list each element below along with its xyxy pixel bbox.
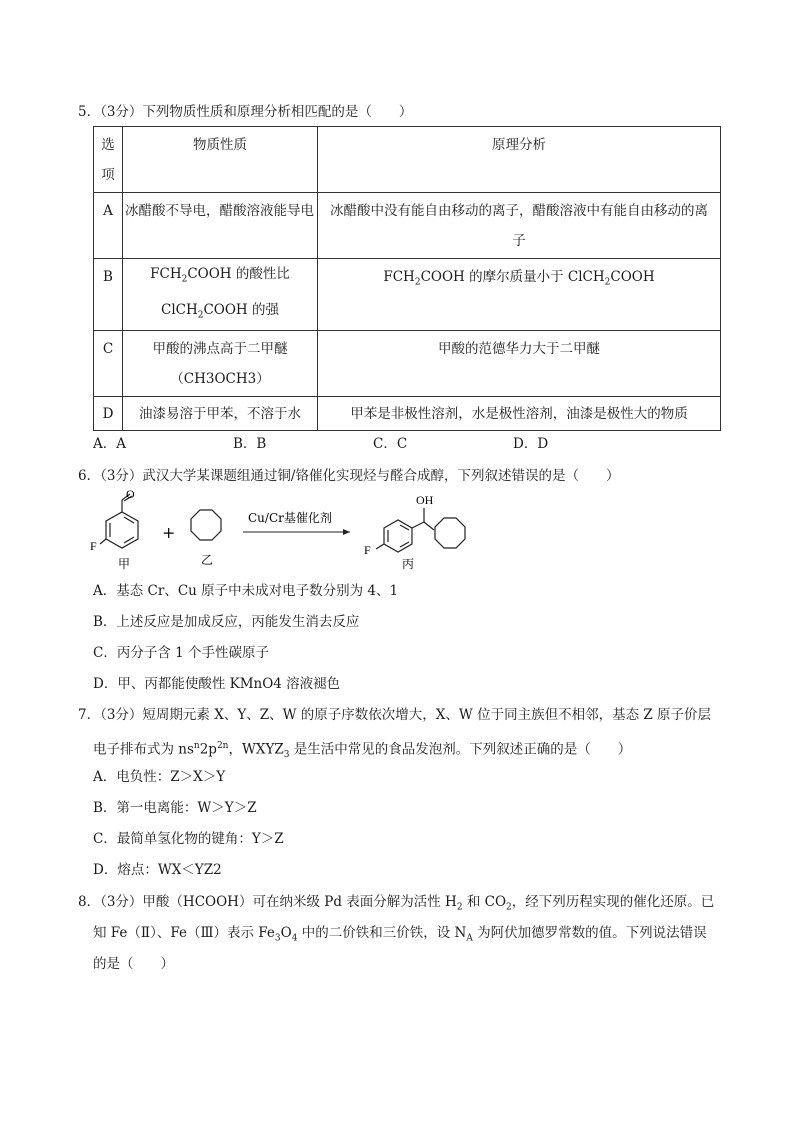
q7-option-c[interactable]: C．最简单氢化物的键角：Y＞Z [93,831,284,847]
catalyst-label: Cu/Cr基催化剂 [248,511,332,525]
reaction-scheme [88,488,508,574]
plus-sign: + [162,523,176,542]
q5-stem: 5．（3分）下列物质性质和原理分析相匹配的是（ ） [78,104,413,120]
q7-option-b[interactable]: B．第一电离能：W＞Y＞Z [93,800,257,816]
table-header-row [94,127,721,193]
q5-choices [93,435,653,453]
q7-stem-line1: 7．（3分）短周期元素 X、Y、Z、W 的原子序数依次增大，X、W 位于同主族但不相邻，基态 Z 原子价层 [78,707,712,723]
label-bing: 丙 [402,557,415,571]
cyclooctane-ring [191,510,221,540]
choice-b[interactable]: B．B [233,436,267,452]
oxygen-label: O [126,488,135,501]
label-jia: 甲 [118,557,131,571]
q6-option-a[interactable]: A．基态 Cr、Cu 原子中未成对电子数分别为 4、1 [93,583,399,599]
q8-stem-line1: 8．（3分）甲酸（HCOOH）可在纳米级 Pd 表面分解为活性 $H_2$ 和 $CO_2$，经下列历程实现的催化还原。已 [78,894,715,913]
table-row: C 甲酸的沸点高于二甲醚 （CH3OCH3） 甲酸的范德华力大于二甲醚 [94,331,721,397]
table-row: A 冰醋酸不导电，醋酸溶液能导电 冰醋酸中没有能自由移动的离子，醋酸溶液中有能自由移动的离 子 [94,193,721,259]
hydroxyl-label: OH [416,493,434,507]
table-row: B $FCH_2COOH$ 的酸性比 ClCH$_2$COOH 的强 $FCH_2COOH$ 的摩尔质量小于 ClCH$_2$COOH [94,259,721,331]
header-property: 物质性质 [123,127,318,193]
label-yi: 乙 [201,553,214,567]
fluorine-label-product: F [364,543,371,557]
arrow-head [343,529,350,535]
q6-stem: 6．（3分）武汉大学某课题组通过铜/铬催化实现烃与醛合成醇，下列叙述错误的是（ ） [78,468,620,484]
header-analysis: 原理分析 [318,127,721,193]
q6-option-b[interactable]: B．上述反应是加成反应，丙能发生消去反应 [93,614,360,630]
q7-stem-line2: 电子排布式为 $ns^n2p^{2n}$，$WXYZ_3$ 是生活中常见的食品发泡剂。下列叙述正确的是（ ） [93,741,632,761]
cyclooctane-ring-product [435,518,465,548]
table-row: D 油漆易溶于甲苯，不溶于水 甲苯是非极性溶剂，水是极性溶剂，油漆是极性大的物质 [94,397,721,431]
q7-option-d[interactable]: D．熔点：WX＜YZ2 [93,862,222,878]
benzene-ring-bing [376,508,434,552]
q7-option-a[interactable]: A．电负性：Z＞X＞Y [93,769,226,785]
header-option: 选 项 [94,127,123,193]
q6-option-d[interactable]: D．甲、丙都能使酸性 KMnO4 溶液褪色 [93,676,341,692]
q8-stem-line3: 的是（ ） [93,956,174,972]
q8-stem-line2: 知 Fe（Ⅱ）、Fe（Ⅲ）表示 $Fe_3O_4$ 中的二价铁和三价铁，设 $N_A$ 为阿伏加德罗常数的值。下列说法错误 [93,925,707,944]
choice-a[interactable]: A．A [93,436,126,452]
benzene-ring-jia [100,494,138,548]
q6-option-c[interactable]: C．丙分子含 1 个手性碳原子 [93,645,270,661]
q5-table [93,126,721,431]
choice-c[interactable]: C．C [373,436,408,452]
choice-d[interactable]: D．D [513,436,549,452]
fluorine-label: F [90,539,97,553]
